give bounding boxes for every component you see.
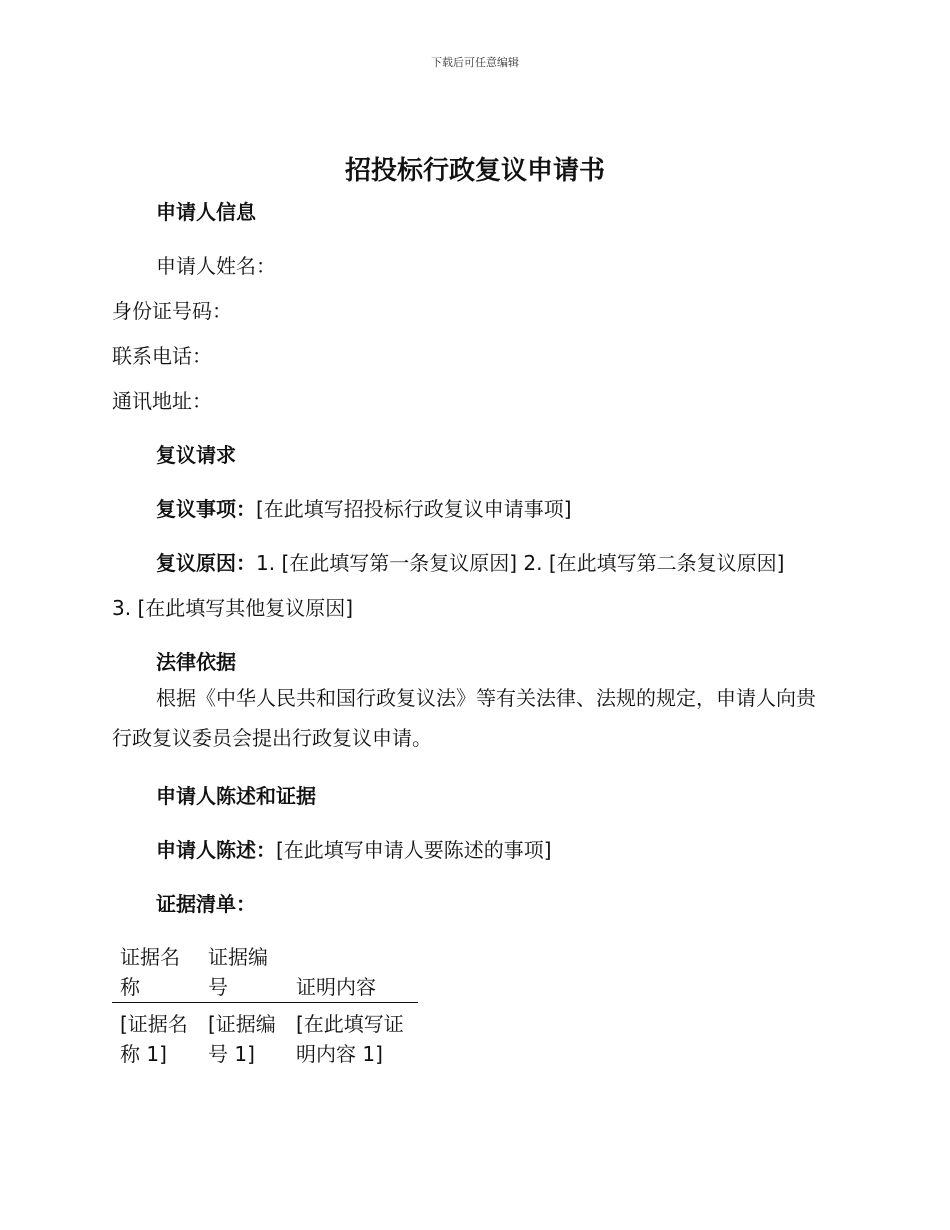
request-heading: 复议请求: [156, 443, 236, 467]
evidence-cell-name: [证据名称 1]: [120, 1012, 188, 1066]
request-matter: [112, 493, 832, 525]
evidence-list-label: 证据清单：: [156, 892, 256, 916]
applicant-id-field: 身份证号码：: [112, 299, 232, 323]
document-title: 招投标行政复议申请书: [344, 156, 605, 186]
applicant-statement: [112, 834, 832, 866]
document-body: [112, 196, 832, 1069]
evidence-cell-number: [证据编号 1]: [208, 1012, 276, 1066]
evidence-header-content: 证明内容: [296, 975, 376, 999]
evidence-table-header-row: [112, 942, 418, 1003]
applicant-phone-field: 联系电话：: [112, 344, 212, 368]
request-reason-value-line1: 1. [在此填写第一条复议原因] 2. [在此填写第二条复议原因]: [256, 551, 785, 575]
evidence-header-name: 证据名称: [120, 945, 180, 999]
request-matter-label: 复议事项：: [156, 497, 256, 521]
statement-heading: 申请人陈述和证据: [156, 784, 316, 808]
evidence-table: [112, 942, 418, 1069]
legal-basis-heading: 法律依据: [156, 650, 236, 674]
applicant-address-field: 通讯地址：: [112, 389, 212, 413]
request-matter-value: [在此填写招投标行政复议申请事项]: [256, 497, 572, 521]
request-reason: [112, 547, 832, 579]
evidence-cell-content: [在此填写证明内容 1]: [296, 1012, 404, 1066]
applicant-statement-label: 申请人陈述：: [156, 838, 276, 862]
request-reason-value-line2: 3. [在此填写其他复议原因]: [112, 596, 354, 620]
request-reason-label: 复议原因：: [156, 551, 256, 575]
applicant-name-field: 申请人姓名：: [156, 254, 276, 278]
applicant-info-heading: 申请人信息: [156, 200, 256, 224]
evidence-header-number: 证据编号: [208, 945, 268, 999]
legal-basis-text: 根据《中华人民共和国行政复议法》等有关法律、法规的规定，申请人向贵行政复议委员会提出行政复议申请。: [112, 686, 816, 750]
applicant-statement-value: [在此填写申请人要陈述的事项]: [276, 838, 552, 862]
page-header-note: 下载后可任意编辑: [431, 56, 519, 69]
table-row: [112, 1003, 418, 1070]
